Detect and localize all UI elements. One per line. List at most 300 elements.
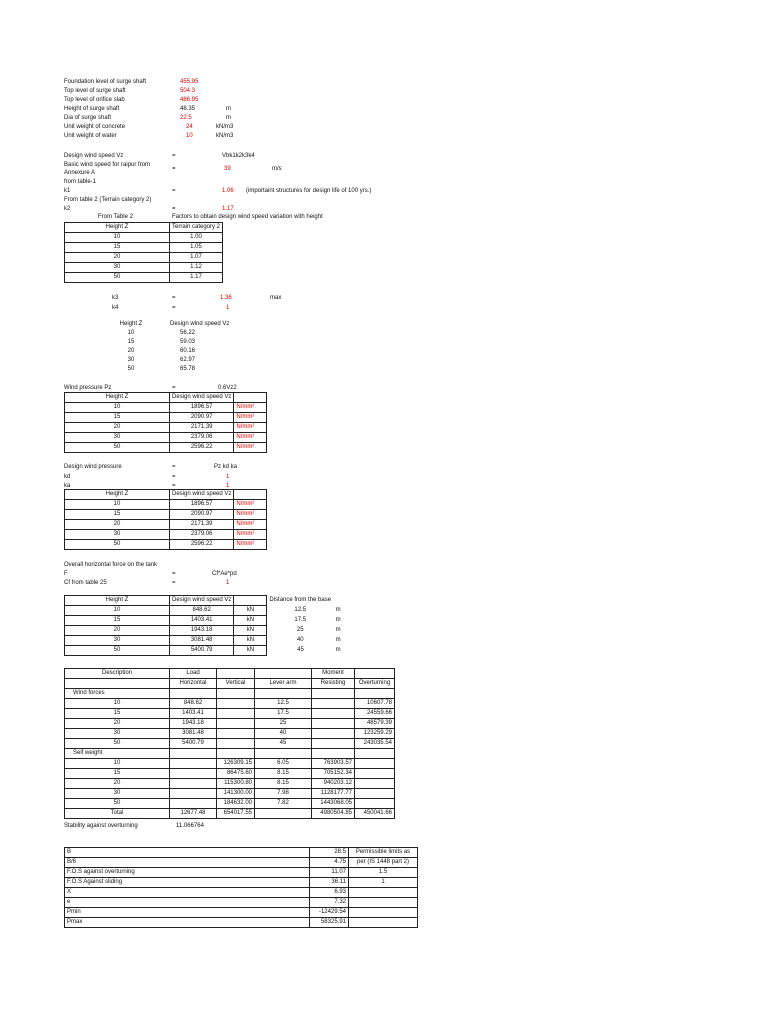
equals-sign: =: [172, 571, 176, 577]
cell: [312, 729, 355, 739]
cell: 1943.18: [170, 626, 234, 636]
cell: 48579.39: [355, 719, 395, 729]
cell: 7.82: [255, 799, 312, 809]
cell: 15: [65, 510, 170, 520]
cell: 15: [65, 769, 170, 779]
table-row: [65, 918, 418, 928]
cell: 20: [65, 423, 170, 433]
cell: e: [65, 898, 310, 908]
cell: 17.5: [294, 617, 307, 623]
cell: 45: [255, 739, 312, 749]
cell: Total: [65, 809, 170, 819]
cell: 848.62: [170, 606, 234, 616]
cell: 243035.54: [355, 739, 395, 749]
equals-sign: =: [172, 295, 176, 301]
section-label: Self weight: [65, 749, 170, 759]
cell: 1.17: [170, 273, 223, 283]
cell: 45: [297, 647, 304, 653]
table-row: [65, 233, 223, 243]
table-row: [65, 729, 395, 739]
cell: 763903.57: [312, 759, 355, 769]
cell: 1.05: [170, 243, 223, 253]
header-cell: Resisting: [312, 679, 355, 689]
table-row: [65, 273, 223, 283]
cell: m: [335, 617, 341, 623]
table-row: [65, 858, 418, 868]
design-pressure-label: Design wind pressure: [64, 464, 122, 470]
cell: kN: [234, 646, 267, 656]
cell: 10: [65, 403, 170, 413]
k3-note: max: [270, 295, 282, 301]
header-cell: Height Z: [65, 393, 170, 403]
cell: 30: [65, 530, 170, 540]
cell: 2171.39: [170, 423, 234, 433]
table-header-row: [65, 393, 267, 403]
table-row: [65, 898, 418, 908]
cell: [170, 779, 217, 789]
k4-value: 1: [226, 305, 230, 311]
cell: 2090.97: [170, 413, 234, 423]
equals-sign: =: [172, 166, 176, 172]
stability-value: 11.066764: [176, 823, 204, 829]
param-label: Top level of orifice slab: [64, 97, 125, 103]
cell: 2090.97: [170, 510, 234, 520]
param-value: 455.95: [180, 79, 199, 85]
cell: 1.5: [349, 868, 418, 878]
header-cell: Design wind speed Vz: [170, 596, 234, 606]
cell: 56.22: [180, 330, 196, 336]
header-cell: Height Z: [119, 321, 143, 327]
cell: 1443068.05: [312, 799, 355, 809]
table-row: [65, 799, 395, 809]
cell: 30: [65, 636, 170, 646]
cell: Pmax: [65, 918, 310, 928]
cell: 12677.48: [170, 809, 217, 819]
list-item: [94, 329, 231, 338]
cell: [217, 729, 255, 739]
table-row: [65, 500, 267, 510]
cell: X: [65, 888, 310, 898]
cell: [312, 739, 355, 749]
param-label: Foundation level of surge shaft: [64, 79, 147, 85]
cell: 10: [65, 759, 170, 769]
cell: 50: [65, 273, 170, 283]
cell: 1.07: [170, 253, 223, 263]
cell: 5400.79: [170, 646, 234, 656]
cell: 20: [65, 253, 170, 263]
cell: 1128177.77: [312, 789, 355, 799]
cell: 654017.55: [217, 809, 255, 819]
cell: 705152.34: [312, 769, 355, 779]
table-row: [65, 878, 418, 888]
cell: kN: [234, 606, 267, 616]
param-label: Dia of surge shaft: [64, 115, 112, 121]
cell: 10: [127, 330, 135, 336]
cell: 15: [65, 243, 170, 253]
unit-cell: N/mm²: [234, 500, 267, 510]
param-unit: kN/m3: [216, 124, 234, 130]
equals-sign: =: [172, 580, 176, 586]
cell: 10: [65, 233, 170, 243]
cell: [312, 709, 355, 719]
cell: 4980504.85: [312, 809, 355, 819]
list-item: [94, 356, 231, 365]
table-header-row: [65, 490, 267, 500]
param-unit: m: [226, 115, 231, 121]
cell: m: [335, 637, 341, 643]
table-row: [65, 759, 395, 769]
header-cell: Moment: [312, 669, 355, 679]
cell: 50: [65, 540, 170, 550]
header-cell: [234, 393, 267, 403]
cell: 8.15: [255, 779, 312, 789]
cell: 848.62: [170, 699, 217, 709]
table-row: [65, 433, 267, 443]
cell: 30: [127, 357, 135, 363]
cell: 1943.18: [170, 719, 217, 729]
cell: m: [335, 647, 341, 653]
cell: 20: [65, 719, 170, 729]
ka-value: 1: [226, 483, 230, 489]
header-cell: Height Z: [65, 596, 170, 606]
cell: 11.07: [310, 868, 349, 878]
cell: 30: [65, 729, 170, 739]
equals-sign: =: [172, 206, 176, 212]
table-row: [65, 530, 267, 540]
section-row: [65, 689, 395, 699]
cell: B/6: [65, 858, 310, 868]
table-row: [65, 868, 418, 878]
table-row: [65, 636, 358, 646]
wind-pressure-label: Wind pressure Pz: [64, 385, 112, 391]
k4-label: k4: [112, 305, 119, 311]
cell: 10: [65, 606, 170, 616]
cell: 2379.06: [170, 530, 234, 540]
cell: 940203.12: [312, 779, 355, 789]
header-cell: Design wind speed Vz: [170, 321, 230, 327]
table-row: [65, 443, 267, 453]
header-cell: Vertical: [217, 679, 255, 689]
cell: 12.5: [255, 699, 312, 709]
cell: 30: [65, 263, 170, 273]
vz-label: Design wind speed Vz: [64, 153, 124, 159]
cell: 4.75: [310, 858, 349, 868]
cell: [355, 759, 395, 769]
f-label: F: [64, 571, 68, 577]
basic-wind-unit: m/s: [272, 166, 282, 172]
table2-title: From Table 2: [98, 214, 133, 220]
cell: [355, 789, 395, 799]
unit-cell: N/mm²: [234, 520, 267, 530]
cell: kN: [234, 626, 267, 636]
vz-formula: Vbk1k2k3k4: [222, 153, 255, 159]
cell: [170, 799, 217, 809]
header-cell: [234, 596, 267, 606]
cell: 15: [65, 616, 170, 626]
equals-sign: =: [172, 474, 176, 480]
unit-cell: N/mm²: [234, 530, 267, 540]
header-cell: [234, 490, 267, 500]
equals-sign: =: [172, 188, 176, 194]
param-label: Height of surge shaft: [64, 106, 120, 112]
cell: F.O.S against overturning: [65, 868, 310, 878]
cell: 30: [65, 433, 170, 443]
cell: [170, 759, 217, 769]
header-cell: [217, 669, 255, 679]
cell: 6.93: [310, 888, 349, 898]
k1-value: 1.06: [222, 188, 234, 194]
cell: [349, 888, 418, 898]
cell: 30: [65, 789, 170, 799]
equals-sign: =: [172, 483, 176, 489]
param-label: Unit weight of water: [64, 133, 117, 139]
cell: -12429.54: [310, 908, 349, 918]
table-row: [65, 520, 267, 530]
header-cell: [334, 596, 358, 606]
equals-sign: =: [172, 305, 176, 311]
unit-cell: N/mm²: [234, 510, 267, 520]
header-cell: Design wind speed Vz: [170, 490, 234, 500]
kd-value: 1: [226, 474, 230, 480]
cell: 3081.48: [170, 636, 234, 646]
cell: [312, 699, 355, 709]
cell: 3081.48: [170, 729, 217, 739]
table-row: [65, 646, 358, 656]
header-cell: Terrain category 2: [170, 223, 223, 233]
cell: 141300.00: [217, 789, 255, 799]
unit-cell: N/mm²: [234, 423, 267, 433]
cell: [217, 739, 255, 749]
param-value: 466.95: [180, 97, 199, 103]
param-value: 24: [186, 124, 193, 130]
cell: 20: [65, 520, 170, 530]
basic-wind-label: Basic wind speed for raipur from: [64, 162, 151, 168]
cell: 1896.57: [170, 403, 234, 413]
cell: 50: [65, 646, 170, 656]
table-row: [65, 540, 267, 550]
table-row: [65, 888, 418, 898]
header-cell: Height Z: [65, 490, 170, 500]
wind-pressure-table: [64, 392, 267, 453]
cell: 50: [65, 739, 170, 749]
from-table-2: From table 2 (Terrain category 2): [64, 197, 152, 203]
cell: 50: [127, 366, 135, 372]
cf-value: 1: [226, 580, 230, 586]
cell: B: [65, 848, 310, 858]
cell: 20: [127, 348, 135, 354]
cell: 2596.22: [170, 540, 234, 550]
k1-note: (importaint structures for design life of 100 yrs.): [246, 188, 372, 194]
checks-table: [64, 847, 418, 928]
table-row: [65, 769, 395, 779]
header-cell: Horizontal: [170, 679, 217, 689]
cell: 58325.91: [310, 918, 349, 928]
header-cell: Height Z: [65, 223, 170, 233]
cell: 7.32: [310, 898, 349, 908]
table-row: [65, 848, 418, 858]
cell: Pmin: [65, 908, 310, 918]
param-value: 504.3: [180, 88, 196, 94]
unit-cell: N/mm²: [234, 540, 267, 550]
table-row: [65, 413, 267, 423]
table-row: [65, 626, 358, 636]
cell: 8.15: [255, 769, 312, 779]
load-moment-summary-table: [64, 668, 395, 819]
cell: [217, 699, 255, 709]
design-pressure-formula: Pz kd ka: [214, 464, 238, 470]
table-row: [65, 719, 395, 729]
from-table-1: from table-1: [64, 179, 97, 185]
cell: 184632.00: [217, 799, 255, 809]
cell: [355, 769, 395, 779]
table-row: [65, 616, 358, 626]
cell: 115300.80: [217, 779, 255, 789]
cell: F.O.S Against sliding: [65, 878, 310, 888]
cell: [312, 719, 355, 729]
cell: 15: [127, 339, 135, 345]
basic-wind-value: 39: [224, 166, 231, 172]
ka-label: ka: [64, 483, 71, 489]
param-value: 22.5: [180, 115, 192, 121]
table-row: [65, 423, 267, 433]
header-cell: [255, 669, 312, 679]
cell: [170, 789, 217, 799]
cell: Permissible limits as: [349, 848, 418, 858]
cell: 7.98: [255, 789, 312, 799]
table-row: [65, 779, 395, 789]
cell: [355, 799, 395, 809]
header-cell: Overturning: [355, 679, 395, 689]
table-header-row: [65, 223, 223, 233]
header-cell: [355, 669, 395, 679]
cell: 62.97: [180, 357, 196, 363]
cell: 28.5: [310, 848, 349, 858]
cell: 1403.41: [170, 709, 217, 719]
cell: 60.16: [180, 348, 196, 354]
cell: 123259.29: [355, 729, 395, 739]
cell: 15: [65, 709, 170, 719]
table-row: [65, 510, 267, 520]
header-cell: Design wind speed Vz: [170, 393, 234, 403]
cell: 25: [296, 627, 304, 633]
cell: 1403.41: [170, 616, 234, 626]
k3-label: k3: [112, 295, 119, 301]
cell: 50: [65, 799, 170, 809]
table-header-row: [65, 596, 358, 606]
table-row: [65, 263, 223, 273]
cell: 1.00: [170, 233, 223, 243]
cell: 40: [296, 637, 304, 643]
basic-wind-label-2: Annexure A: [64, 170, 96, 176]
cell: 450041.66: [355, 809, 395, 819]
cell: 50: [65, 443, 170, 453]
cell: 20: [65, 779, 170, 789]
param-unit: kN/m3: [216, 133, 234, 139]
f-formula: Cf*Ae*pd: [212, 571, 237, 577]
cell: 59.03: [180, 339, 196, 345]
k2-label: k2: [64, 206, 71, 212]
table-row: [65, 908, 418, 918]
cell: 1.12: [170, 263, 223, 273]
table-row: [65, 243, 223, 253]
table-row: [65, 789, 395, 799]
cell: 6.05: [255, 759, 312, 769]
section-row: [65, 749, 395, 759]
unit-cell: N/mm²: [234, 443, 267, 453]
cell: 20: [65, 626, 170, 636]
cell: [349, 908, 418, 918]
cell: 10: [65, 699, 170, 709]
table-header-row: [65, 679, 395, 689]
header-cell: Lever arm: [255, 679, 312, 689]
cell: 1: [349, 878, 418, 888]
k2-value: 1.17: [222, 206, 234, 212]
list-item: [94, 365, 231, 374]
cell: 36.11: [310, 878, 349, 888]
design-pressure-table: [64, 489, 267, 550]
table-row: [65, 606, 358, 616]
cell: 17.5: [255, 709, 312, 719]
cell: [255, 809, 312, 819]
cell: 126309.15: [217, 759, 255, 769]
table-row: [65, 253, 223, 263]
table-row: [65, 699, 395, 709]
k3-value: 1.36: [220, 295, 232, 301]
cf-label: Cf from table 25: [64, 580, 107, 586]
unit-cell: N/mm²: [234, 413, 267, 423]
cell: 65.78: [180, 366, 196, 372]
cell: m: [335, 607, 341, 613]
cell: 2171.39: [170, 520, 234, 530]
unit-cell: N/mm²: [234, 403, 267, 413]
kd-label: kd: [64, 474, 71, 480]
cell: [349, 898, 418, 908]
cell: 24559.66: [355, 709, 395, 719]
cell: 2379.06: [170, 433, 234, 443]
param-label: Unit weight of concrete: [64, 124, 126, 130]
header-cell: Description: [65, 669, 170, 679]
equals-sign: =: [172, 385, 176, 391]
cell: 86475.60: [217, 769, 255, 779]
cell: [355, 779, 395, 789]
cell: kN: [234, 636, 267, 646]
cell: 10: [65, 500, 170, 510]
factors-title: Factors to obtain design wind speed variation with height: [172, 214, 323, 220]
list-header: [94, 320, 231, 329]
table-row: [65, 739, 395, 749]
cell: kN: [234, 616, 267, 626]
param-value: 10: [186, 133, 193, 139]
force-title: Overall horizontal force on the tank: [64, 562, 158, 568]
list-item: [94, 338, 231, 347]
param-label: Top level of surge shaft: [64, 88, 126, 94]
cell: [170, 769, 217, 779]
horizontal-force-table: [64, 595, 358, 656]
cell: [217, 709, 255, 719]
k1-label: k1: [64, 188, 71, 194]
terrain-factor-table: [64, 222, 223, 283]
cell: per (IS 1448 part 2): [349, 858, 418, 868]
cell: 1896.57: [170, 500, 234, 510]
wind-pressure-formula: 0.6Vz2: [218, 385, 237, 391]
list-item: [94, 347, 231, 356]
cell: 2596.22: [170, 443, 234, 453]
cell: 25: [255, 719, 312, 729]
cell: m: [335, 627, 341, 633]
cell: 15: [65, 413, 170, 423]
param-unit: m: [226, 106, 231, 112]
param-value: 48.35: [180, 106, 196, 112]
